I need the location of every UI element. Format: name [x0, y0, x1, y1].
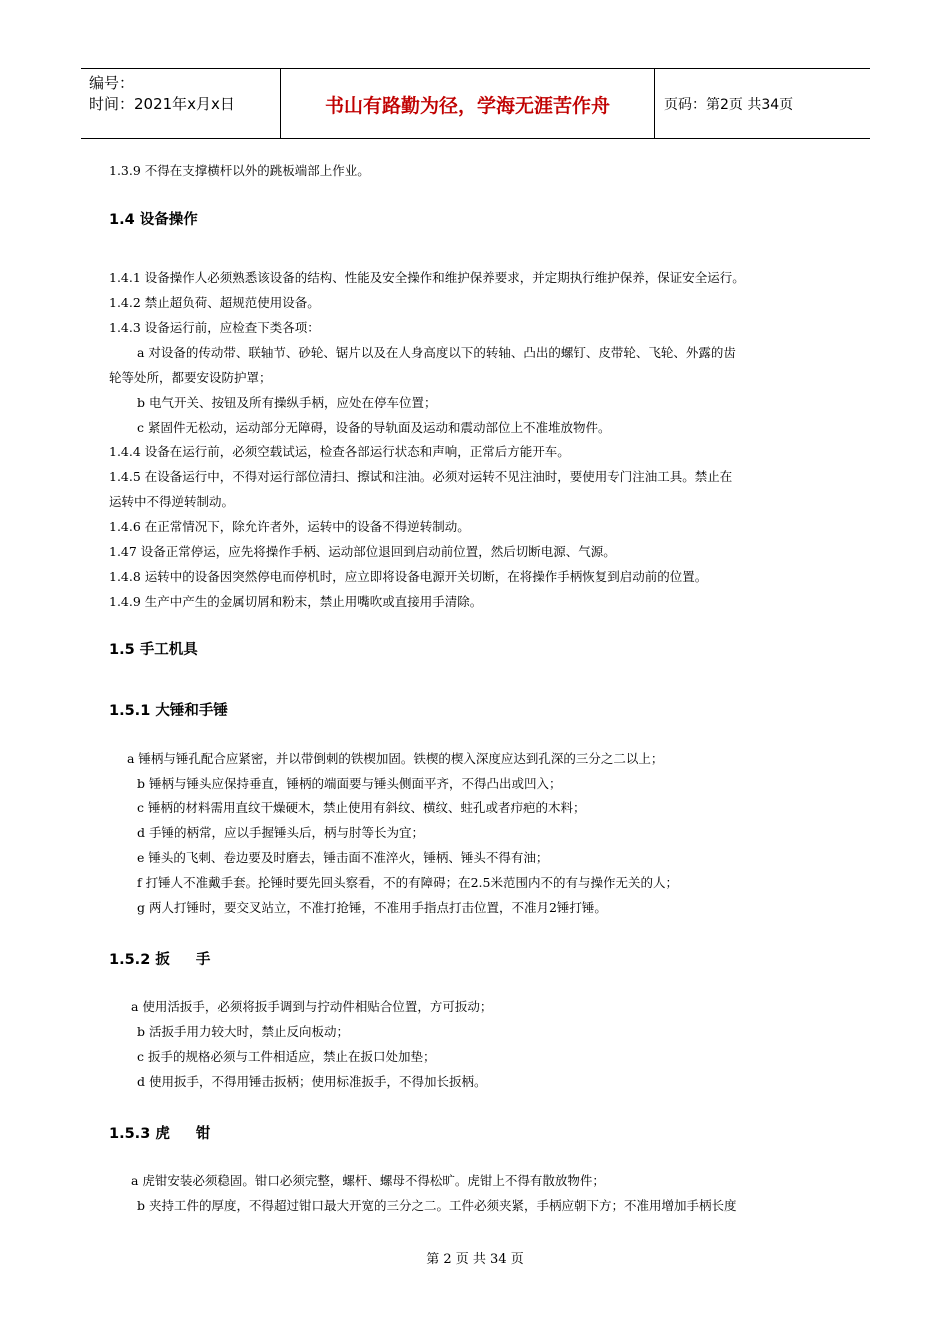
clause-1-5-1-d: d 手锤的柄常，应以手握锤头后，柄与肘等长为宜； [137, 825, 424, 840]
header-date-label: 时间：2021年x月x日 [89, 95, 235, 113]
clause-1-5-1-c: c 锤柄的材料需用直纹干燥硬木，禁止使用有斜纹、横纹、蛀孔或者疖疤的木料； [137, 800, 586, 815]
clause-1-5-2-c: c 扳手的规格必须与工件相适应，禁止在扳口处加垫； [137, 1049, 436, 1064]
clause-1-5-2-d: d 使用扳手，不得用锤击扳柄；使用标准扳手，不得加长扳柄。 [137, 1074, 487, 1089]
section-heading-1-5-1: 1.5.1 大锤和手锤 [109, 703, 228, 719]
section-heading-1-4: 1.4 设备操作 [109, 212, 198, 228]
clause-1-4-4: 1.4.4 设备在运行前，必须空载试运，检查各部运行状态和声响，正常后方能开车。 [109, 444, 570, 459]
page-header [81, 68, 870, 139]
clause-1-4-1: 1.4.1 设备操作人必须熟悉该设备的结构、性能及安全操作和维护保养要求，并定期执行维护保养，保证安全运行。 [109, 270, 745, 285]
clause-1-5-2-a: a 使用活扳手，必须将扳手调到与拧动件相贴合位置，方可扳动； [131, 999, 493, 1014]
clause-1-5-1-g: g 两人打锤时，要交叉站立，不准打抢锤，不准用手指点打击位置，不准月2锤打锤。 [137, 900, 607, 915]
page-footer: 第 2 页 共 34 页 [426, 1252, 524, 1267]
clause-1-5-2-b: b 活扳手用力较大时，禁止反向板动； [137, 1024, 349, 1039]
clause-1-4-7: 1.47 设备正常停运，应先将操作手柄、运动部位退回到启动前位置，然后切断电源、气源。 [109, 544, 616, 559]
clause-1-4-3-c: c 紧固件无松动，运动部分无障碍，设备的导轨面及运动和震动部位上不准堆放物件。 [137, 420, 611, 435]
clause-1-4-3-a-cont: 轮等处所，都要安设防护罩； [109, 370, 272, 385]
header-divider [654, 69, 655, 138]
clause-1-5-3-a: a 虎钳安装必须稳固。钳口必须完整，螺杆、螺母不得松旷。虎钳上不得有散放物件； [131, 1173, 605, 1188]
section-heading-1-5: 1.5 手工机具 [109, 642, 198, 658]
header-motto: 书山有路勤为径，学海无涯苦作舟 [324, 95, 610, 117]
clause-1-4-3: 1.4.3 设备运行前，应检查下类各项： [109, 320, 320, 335]
clause-1-4-2: 1.4.2 禁止超负荷、超规范使用设备。 [109, 295, 320, 310]
clause-1-5-3-b: b 夹持工件的厚度，不得超过钳口最大开宽的三分之二。工件必须夹紧，手柄应朝下方；不准用增加手柄长度 [137, 1198, 737, 1213]
header-left-cell [89, 73, 235, 115]
header-number-label: 编号： [89, 74, 135, 92]
clause-1-4-5-cont: 运转中不得逆转制动。 [109, 494, 235, 509]
clause-1-4-8: 1.4.8 运转中的设备因突然停电而停机时，应立即将设备电源开关切断，在将操作手柄恢复到启动前的位置。 [109, 569, 708, 584]
clause-1-4-3-a: a 对设备的传动带、联轴节、砂轮、锯片以及在人身高度以下的转轴、凸出的螺钉、皮带轮、飞轮、外露的齿 [137, 345, 736, 360]
section-heading-1-5-3-number: 1.5.3 虎 [109, 1126, 170, 1142]
clause-1-4-5: 1.4.5 在设备运行中，不得对运行部位清扫、擦试和注油。必须对运转不见注油时，要使用专门注油工具。禁止在 [109, 469, 733, 484]
clause-1-4-6: 1.4.6 在正常情况下，除允许者外，运转中的设备不得逆转制动。 [109, 519, 470, 534]
clause-1-5-1-b: b 锤柄与锤头应保持垂直，锤柄的端面要与锤头侧面平齐，不得凸出或凹入； [137, 776, 562, 791]
clause-1-3-9: 1.3.9 不得在支撑横杆以外的跳板端部上作业。 [109, 163, 370, 178]
section-heading-1-5-3-word: 钳 [195, 1126, 211, 1142]
section-heading-1-5-3 [109, 1122, 210, 1143]
section-heading-1-5-2-number: 1.5.2 扳 [109, 952, 170, 968]
section-heading-1-5-2-word: 手 [195, 952, 211, 968]
clause-1-5-1-e: e 锤头的飞刺、卷边要及时磨去，锤击面不准淬火，锤柄、锤头不得有油； [137, 850, 549, 865]
clause-1-5-1-f: f 打锤人不准戴手套。抡锤时要先回头察看，不的有障碍；在2.5米范围内不的有与操作无关的人； [137, 875, 678, 890]
section-heading-1-5-2 [109, 948, 210, 969]
clause-1-4-9: 1.4.9 生产中产生的金属切屑和粉末，禁止用嘴吹或直接用手清除。 [109, 594, 483, 609]
clause-1-5-1-a: a 锤柄与锤孔配合应紧密，并以带倒刺的铁楔加固。铁楔的楔入深度应达到孔深的三分之二以上； [127, 751, 664, 766]
header-page-info: 页码：第2页 共34页 [664, 97, 794, 113]
clause-1-4-3-b: b 电气开关、按钮及所有操纵手柄，应处在停车位置； [137, 395, 437, 410]
